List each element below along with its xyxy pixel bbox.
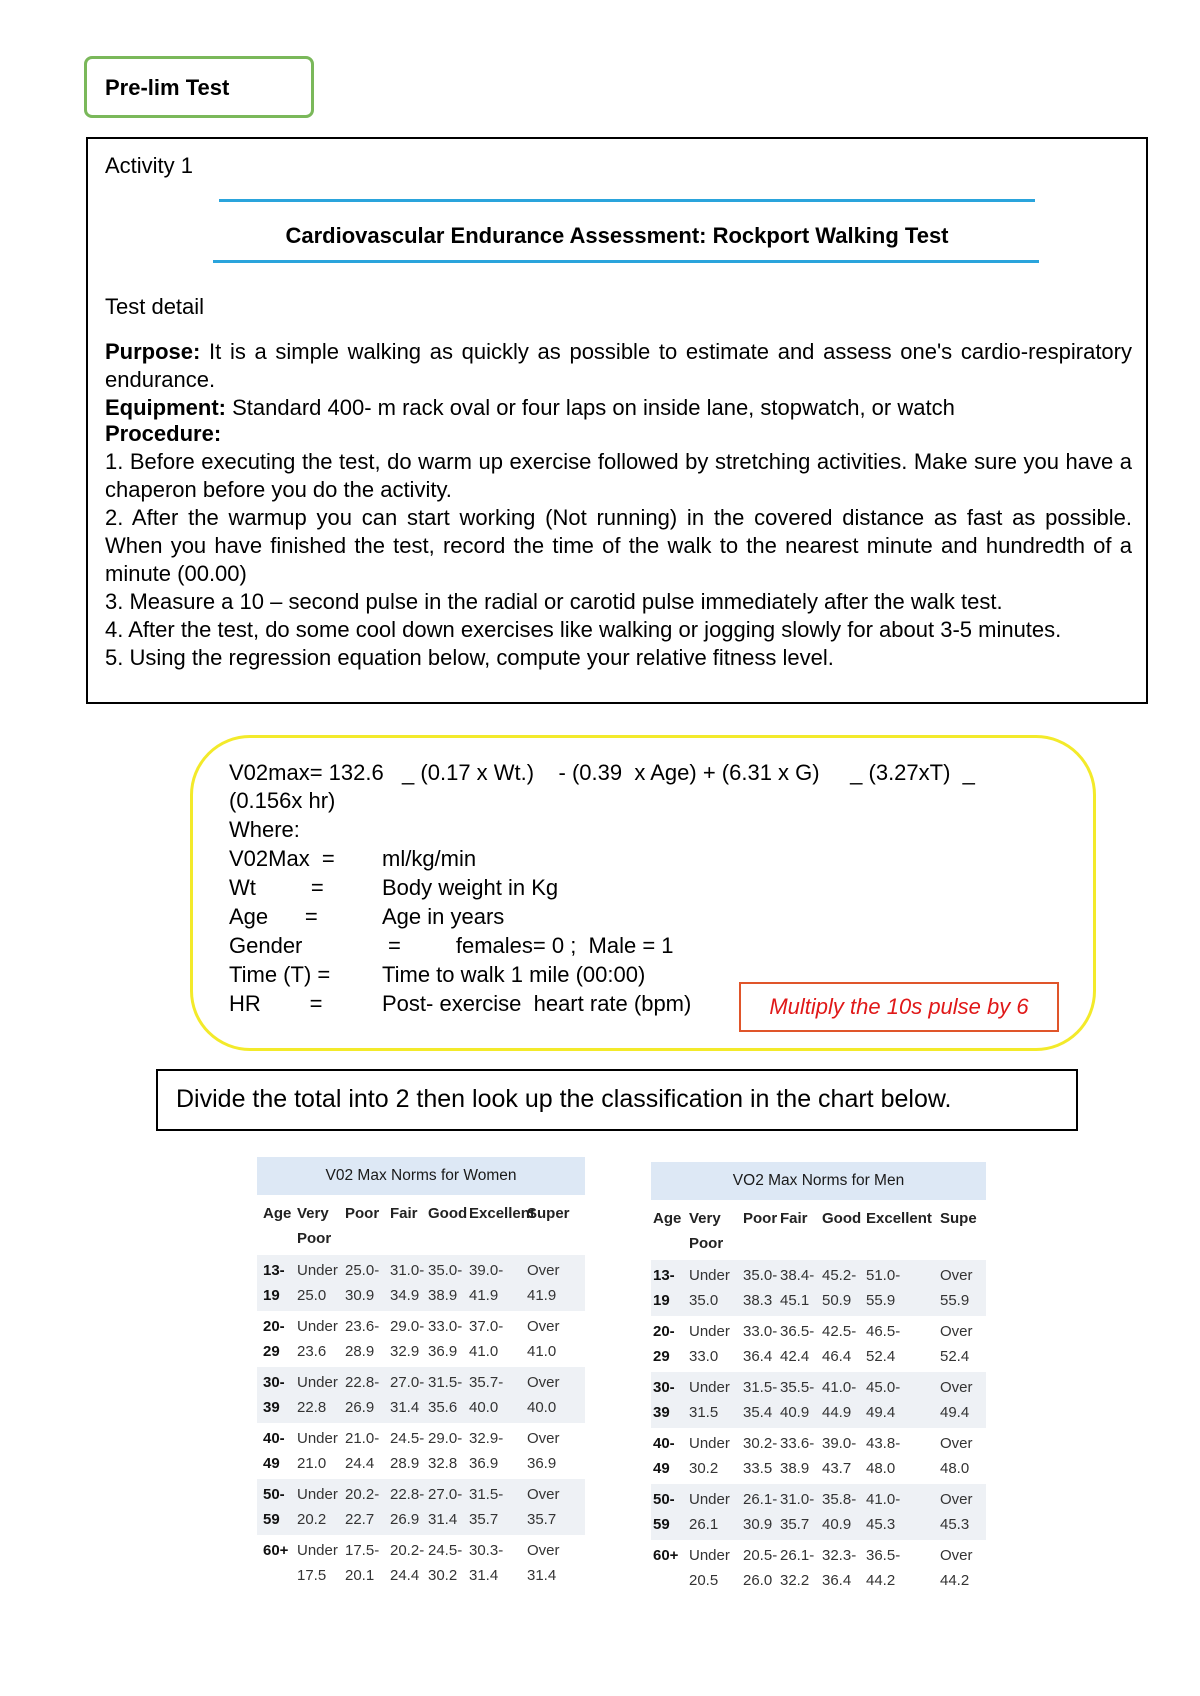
value-cell: 49.4 — [940, 1404, 970, 1421]
column-header — [527, 1201, 570, 1226]
term-value: Post- exercise heart rate (bpm) — [382, 991, 692, 1016]
value-cell: Under — [689, 1491, 730, 1508]
value-cell: 48.0 — [866, 1460, 896, 1477]
value-cell: 45.0- — [866, 1379, 901, 1396]
value-cell: 38.4- — [780, 1267, 815, 1284]
procedure-label: Procedure: — [105, 421, 222, 446]
value-cell: 35.7- — [469, 1374, 504, 1391]
value-cell: 23.6- — [345, 1318, 380, 1335]
value-cell: 26.0 — [743, 1572, 773, 1589]
column-header — [940, 1206, 977, 1231]
value-cell: 36.9 — [428, 1343, 458, 1360]
value-cell: 41.0 — [469, 1343, 499, 1360]
value-cell: 43.7 — [822, 1460, 852, 1477]
value-cell: 35.0 — [689, 1292, 719, 1309]
value-cell: 35.0- — [428, 1262, 463, 1279]
column-header — [653, 1206, 681, 1231]
value-cell: 27.0- — [390, 1374, 425, 1391]
column-header — [263, 1201, 291, 1226]
value-cell: 36.5- — [866, 1547, 901, 1564]
column-header — [297, 1201, 331, 1251]
procedure-step-3: 3. Measure a 10 – second pulse in the radial or carotid pulse immediately after the walk test. — [105, 589, 1003, 614]
value-cell: Over — [940, 1267, 973, 1284]
value-cell: 32.3- — [822, 1547, 857, 1564]
value-cell: 35.0- — [743, 1267, 778, 1284]
term-key: HR = — [229, 991, 323, 1016]
age-cell: 40- — [653, 1435, 675, 1452]
value-cell: 35.8- — [822, 1491, 857, 1508]
table-row — [257, 1311, 585, 1367]
value-cell: 24.4 — [390, 1567, 420, 1584]
value-cell: 36.9 — [527, 1455, 557, 1472]
value-cell: 42.5- — [822, 1323, 857, 1340]
column-header-line: Age — [653, 1210, 682, 1227]
age-cell: 59 — [653, 1516, 670, 1533]
age-cell: 49 — [653, 1460, 670, 1477]
value-cell: Over — [940, 1379, 973, 1396]
column-header — [822, 1206, 861, 1231]
term-value: = females= 0 ; Male = 1 — [388, 933, 674, 958]
value-cell: 52.4 — [866, 1348, 896, 1365]
term-key: V02Max = — [229, 846, 335, 871]
value-cell: 35.7 — [469, 1511, 499, 1528]
value-cell: 33.6- — [780, 1435, 815, 1452]
column-header-line: Fair — [780, 1210, 808, 1227]
age-cell: 39 — [263, 1399, 280, 1416]
term-value: Body weight in Kg — [382, 875, 559, 900]
value-cell: 41.9 — [527, 1287, 557, 1304]
value-cell: 41.0- — [866, 1491, 901, 1508]
activity-label: Activity 1 — [105, 153, 194, 178]
term-value: Age in years — [382, 904, 505, 929]
women-norms-table — [257, 1157, 585, 1587]
value-cell: 36.9 — [469, 1455, 499, 1472]
procedure-step-1: 1. Before executing the test, do warm up exercise followed by stretching activities. Make sure you have a chaperon before you do the activity. — [105, 449, 1132, 502]
age-cell: 20- — [263, 1318, 285, 1335]
value-cell: 31.4 — [428, 1511, 458, 1528]
value-cell: 25.0 — [297, 1287, 327, 1304]
procedure-step-4: 4. After the test, do some cool down exercises like walking or jogging slowly for about 3-5 minutes. — [105, 617, 1062, 642]
column-header — [743, 1206, 777, 1231]
norm-table-title: V02 Max Norms for Women — [257, 1157, 585, 1195]
term-value: Time to walk 1 mile (00:00) — [382, 962, 646, 987]
value-cell: 35.4 — [743, 1404, 773, 1421]
purpose-text: It is a simple walking as quickly as possible to estimate and assess one's cardio-respiratory endurance. — [105, 339, 1132, 392]
age-cell: 19 — [653, 1292, 670, 1309]
column-header — [780, 1206, 808, 1231]
value-cell: 30.9 — [743, 1516, 773, 1533]
value-cell: 51.0- — [866, 1267, 901, 1284]
value-cell: 29.0- — [390, 1318, 425, 1335]
value-cell: 23.6 — [297, 1343, 327, 1360]
procedure-step-2: 2. After the warmup you can start working (Not running) in the covered distance as fast as possible. When you have finished the test, record the time of the walk to the nearest minute and hundredth of a minute (00.00) — [105, 505, 1132, 586]
value-cell: 52.4 — [940, 1348, 970, 1365]
value-cell: Over — [940, 1435, 973, 1452]
equipment-paragraph — [105, 394, 1132, 422]
term-key: Age = — [229, 904, 318, 929]
value-cell: 42.4 — [780, 1348, 810, 1365]
value-cell: 24.5- — [428, 1542, 463, 1559]
value-cell: Over — [940, 1547, 973, 1564]
value-cell: Under — [297, 1486, 338, 1503]
age-cell: 60+ — [263, 1542, 289, 1559]
value-cell: 28.9 — [345, 1343, 375, 1360]
value-cell: 45.1 — [780, 1292, 810, 1309]
value-cell: Over — [527, 1262, 560, 1279]
value-cell: 29.0- — [428, 1430, 463, 1447]
prelim-test-label-box — [84, 56, 314, 118]
table-row — [257, 1367, 585, 1423]
column-header-line: Super — [527, 1205, 570, 1222]
value-cell: Under — [689, 1379, 730, 1396]
value-cell: 35.5- — [780, 1379, 815, 1396]
age-cell: 30- — [263, 1374, 285, 1391]
value-cell: 30.2- — [743, 1435, 778, 1452]
value-cell: 20.2- — [345, 1486, 380, 1503]
value-cell: 26.1- — [780, 1547, 815, 1564]
value-cell: 26.9 — [345, 1399, 375, 1416]
value-cell: 25.0- — [345, 1262, 380, 1279]
value-cell: 20.2 — [297, 1511, 327, 1528]
age-cell: 30- — [653, 1379, 675, 1396]
value-cell: 31.4 — [527, 1567, 557, 1584]
value-cell: 22.8- — [345, 1374, 380, 1391]
term-key: Time (T) = — [229, 962, 331, 987]
purpose-paragraph — [105, 338, 1132, 394]
value-cell: 38.3 — [743, 1292, 773, 1309]
column-header-line: Very — [689, 1210, 721, 1227]
value-cell: 22.8- — [390, 1486, 425, 1503]
column-header-line: Good — [428, 1205, 468, 1222]
title-rule-bottom — [213, 260, 1039, 263]
column-header-line: Poor — [689, 1235, 724, 1252]
value-cell: 48.0 — [940, 1460, 970, 1477]
age-cell: 13- — [653, 1267, 675, 1284]
value-cell: 35.7 — [780, 1516, 810, 1533]
value-cell: 21.0 — [297, 1455, 327, 1472]
column-header-line: Excellent — [469, 1205, 535, 1222]
instruction-box — [156, 1069, 1078, 1131]
column-header — [428, 1201, 467, 1226]
value-cell: 41.0- — [822, 1379, 857, 1396]
column-header — [866, 1206, 932, 1231]
age-cell: 13- — [263, 1262, 285, 1279]
value-cell: Under — [689, 1323, 730, 1340]
value-cell: 40.9 — [780, 1404, 810, 1421]
table-row — [651, 1372, 986, 1428]
activity-title: Cardiovascular Endurance Assessment: Rockport Walking Test — [285, 223, 949, 248]
value-cell: 45.3 — [940, 1516, 970, 1533]
value-cell: 26.1- — [743, 1491, 778, 1508]
value-cell: Under — [297, 1542, 338, 1559]
equation-line-1: V02max= 132.6 _ (0.17 x Wt.) - (0.39 x Age) + (6.31 x G) _ (3.27xT) _ — [229, 760, 975, 785]
value-cell: 31.0- — [390, 1262, 425, 1279]
value-cell: 30.3- — [469, 1542, 504, 1559]
where-label: Where: — [229, 817, 300, 842]
value-cell: 50.9 — [822, 1292, 852, 1309]
column-header-line: Poor — [345, 1205, 380, 1222]
value-cell: 41.9 — [469, 1287, 499, 1304]
value-cell: Under — [297, 1318, 338, 1335]
column-header — [469, 1201, 535, 1226]
value-cell: 30.2 — [428, 1567, 458, 1584]
value-cell: 20.5 — [689, 1572, 719, 1589]
value-cell: Under — [689, 1267, 730, 1284]
value-cell: 31.5- — [428, 1374, 463, 1391]
activity-box — [86, 137, 1148, 704]
equipment-label: Equipment: — [105, 395, 226, 420]
table-row — [257, 1423, 585, 1479]
value-cell: 31.4 — [390, 1399, 420, 1416]
value-cell: Over — [527, 1318, 560, 1335]
column-header-line: Poor — [743, 1210, 778, 1227]
value-cell: Over — [940, 1491, 973, 1508]
value-cell: Over — [940, 1323, 973, 1340]
procedure-step-5: 5. Using the regression equation below, compute your relative fitness level. — [105, 645, 834, 670]
equation-line-2: (0.156x hr) — [229, 788, 336, 813]
value-cell: 27.0- — [428, 1486, 463, 1503]
age-cell: 19 — [263, 1287, 280, 1304]
value-cell: 45.2- — [822, 1267, 857, 1284]
age-cell: 50- — [653, 1491, 675, 1508]
value-cell: 49.4 — [866, 1404, 896, 1421]
value-cell: 20.1 — [345, 1567, 375, 1584]
age-cell: 20- — [653, 1323, 675, 1340]
value-cell: 44.9 — [822, 1404, 852, 1421]
age-cell: 59 — [263, 1511, 280, 1528]
value-cell: 33.0 — [689, 1348, 719, 1365]
value-cell: 32.9 — [390, 1343, 420, 1360]
value-cell: 39.0- — [822, 1435, 857, 1452]
norm-table-title: VO2 Max Norms for Men — [651, 1162, 986, 1200]
value-cell: 32.8 — [428, 1455, 458, 1472]
value-cell: 30.2 — [689, 1460, 719, 1477]
value-cell: 17.5 — [297, 1567, 327, 1584]
column-header-line: Age — [263, 1205, 292, 1222]
age-cell: 39 — [653, 1404, 670, 1421]
value-cell: 37.0- — [469, 1318, 504, 1335]
value-cell: 33.0- — [743, 1323, 778, 1340]
table-row — [651, 1316, 986, 1372]
value-cell: Under — [297, 1262, 338, 1279]
value-cell: 31.5- — [469, 1486, 504, 1503]
value-cell: 44.2 — [866, 1572, 896, 1589]
value-cell: 33.5 — [743, 1460, 773, 1477]
test-detail-heading: Test detail — [105, 294, 205, 319]
value-cell: Under — [689, 1435, 730, 1452]
column-header — [345, 1201, 379, 1226]
value-cell: 46.4 — [822, 1348, 852, 1365]
value-cell: Over — [527, 1374, 560, 1391]
value-cell: 20.2- — [390, 1542, 425, 1559]
value-cell: 44.2 — [940, 1572, 970, 1589]
value-cell: Under — [689, 1547, 730, 1564]
instruction-text: Divide the total into 2 then look up the classification in the chart below. — [176, 1085, 952, 1113]
value-cell: 46.5- — [866, 1323, 901, 1340]
term-value: ml/kg/min — [382, 846, 477, 871]
value-cell: 26.9 — [390, 1511, 420, 1528]
value-cell: 32.2 — [780, 1572, 810, 1589]
value-cell: 36.4 — [822, 1572, 852, 1589]
value-cell: 28.9 — [390, 1455, 420, 1472]
column-header-line: Supe — [940, 1210, 977, 1227]
column-header-line: Poor — [297, 1230, 332, 1247]
age-cell: 29 — [263, 1343, 280, 1360]
term-key: Gender — [229, 933, 303, 958]
title-rule-top — [219, 199, 1035, 202]
pulse-multiply-note: Multiply the 10s pulse by 6 — [739, 982, 1059, 1032]
value-cell: 24.5- — [390, 1430, 425, 1447]
value-cell: 26.1 — [689, 1516, 719, 1533]
value-cell: 33.0- — [428, 1318, 463, 1335]
value-cell: 39.0- — [469, 1262, 504, 1279]
value-cell: 31.0- — [780, 1491, 815, 1508]
equipment-text: Standard 400- m rack oval or four laps on inside lane, stopwatch, or watch — [226, 395, 955, 420]
age-cell: 40- — [263, 1430, 285, 1447]
table-row — [257, 1479, 585, 1535]
value-cell: 21.0- — [345, 1430, 380, 1447]
age-cell: 50- — [263, 1486, 285, 1503]
value-cell: 40.0 — [527, 1399, 557, 1416]
age-cell: 60+ — [653, 1547, 679, 1564]
value-cell: 22.8 — [297, 1399, 327, 1416]
value-cell: 22.7 — [345, 1511, 375, 1528]
value-cell: 31.5- — [743, 1379, 778, 1396]
column-header-line: Very — [297, 1205, 329, 1222]
value-cell: 24.4 — [345, 1455, 375, 1472]
value-cell: 45.3 — [866, 1516, 896, 1533]
value-cell: 43.8- — [866, 1435, 901, 1452]
table-row — [257, 1535, 585, 1591]
value-cell: 38.9 — [780, 1460, 810, 1477]
value-cell: 41.0 — [527, 1343, 557, 1360]
prelim-test-label: Pre-lim Test — [105, 75, 230, 100]
value-cell: 35.7 — [527, 1511, 557, 1528]
value-cell: 20.5- — [743, 1547, 778, 1564]
value-cell: 35.6 — [428, 1399, 458, 1416]
value-cell: 31.4 — [469, 1567, 499, 1584]
value-cell: 17.5- — [345, 1542, 380, 1559]
value-cell: 30.9 — [345, 1287, 375, 1304]
value-cell: Under — [297, 1374, 338, 1391]
purpose-label: Purpose: — [105, 339, 201, 364]
table-row — [651, 1428, 986, 1484]
term-key: Wt = — [229, 875, 324, 900]
value-cell: 40.9 — [822, 1516, 852, 1533]
table-row — [651, 1260, 986, 1316]
column-header — [390, 1201, 418, 1226]
value-cell: 31.5 — [689, 1404, 719, 1421]
value-cell: 55.9 — [866, 1292, 896, 1309]
value-cell: Over — [527, 1542, 560, 1559]
table-row — [651, 1540, 986, 1596]
table-row — [651, 1484, 986, 1540]
value-cell: Over — [527, 1486, 560, 1503]
value-cell: 40.0 — [469, 1399, 499, 1416]
value-cell: Under — [297, 1430, 338, 1447]
age-cell: 29 — [653, 1348, 670, 1365]
column-header-line: Fair — [390, 1205, 418, 1222]
value-cell: 34.9 — [390, 1287, 420, 1304]
column-header-line: Good — [822, 1210, 862, 1227]
value-cell: 55.9 — [940, 1292, 970, 1309]
value-cell: Over — [527, 1430, 560, 1447]
column-header-line: Excellent — [866, 1210, 932, 1227]
value-cell: 36.4 — [743, 1348, 773, 1365]
men-norms-table — [651, 1162, 986, 1589]
table-row — [257, 1255, 585, 1311]
value-cell: 32.9- — [469, 1430, 504, 1447]
value-cell: 38.9 — [428, 1287, 458, 1304]
column-header — [689, 1206, 723, 1256]
value-cell: 36.5- — [780, 1323, 815, 1340]
age-cell: 49 — [263, 1455, 280, 1472]
